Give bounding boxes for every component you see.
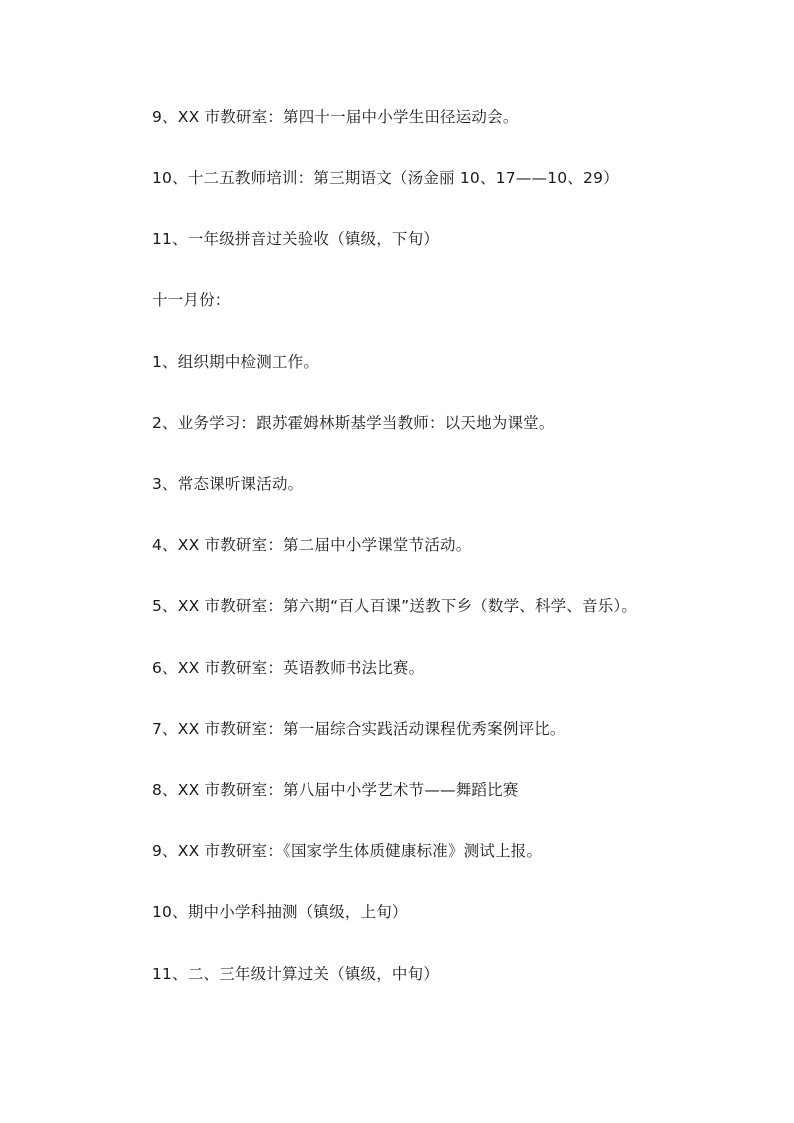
text-line: 4、XX 市教研室：第二届中小学课堂节活动。 xyxy=(152,536,472,554)
text-line: 10、期中小学科抽测（镇级，上旬） xyxy=(152,903,408,921)
text-line: 5、XX 市教研室：第六期“百人百课”送教下乡（数学、科学、音乐）。 xyxy=(152,597,638,615)
text-line: 11、一年级拼音过关验收（镇级，下旬） xyxy=(152,230,440,248)
text-line: 8、XX 市教研室：第八届中小学艺术节——舞蹈比赛 xyxy=(152,781,519,799)
text-line: 7、XX 市教研室：第一届综合实践活动课程优秀案例评比。 xyxy=(152,720,566,738)
text-line: 9、XX 市教研室：《国家学生体质健康标准》测试上报。 xyxy=(152,842,543,860)
section-heading: 十一月份： xyxy=(152,291,231,309)
text-line: 11、二、三年级计算过关（镇级，中旬） xyxy=(152,965,440,983)
text-line: 6、XX 市教研室：英语教师书法比赛。 xyxy=(152,659,425,677)
text-line: 9、XX 市教研室：第四十一届中小学生田径运动会。 xyxy=(152,108,519,126)
text-line: 1、组织期中检测工作。 xyxy=(152,353,320,371)
text-line: 10、十二五教师培训：第三期语文（汤金丽 10、17——10、29） xyxy=(152,169,619,187)
text-line: 2、业务学习：跟苏霍姆林斯基学当教师：以天地为课堂。 xyxy=(152,414,555,432)
text-line: 3、常态课听课活动。 xyxy=(152,475,304,493)
